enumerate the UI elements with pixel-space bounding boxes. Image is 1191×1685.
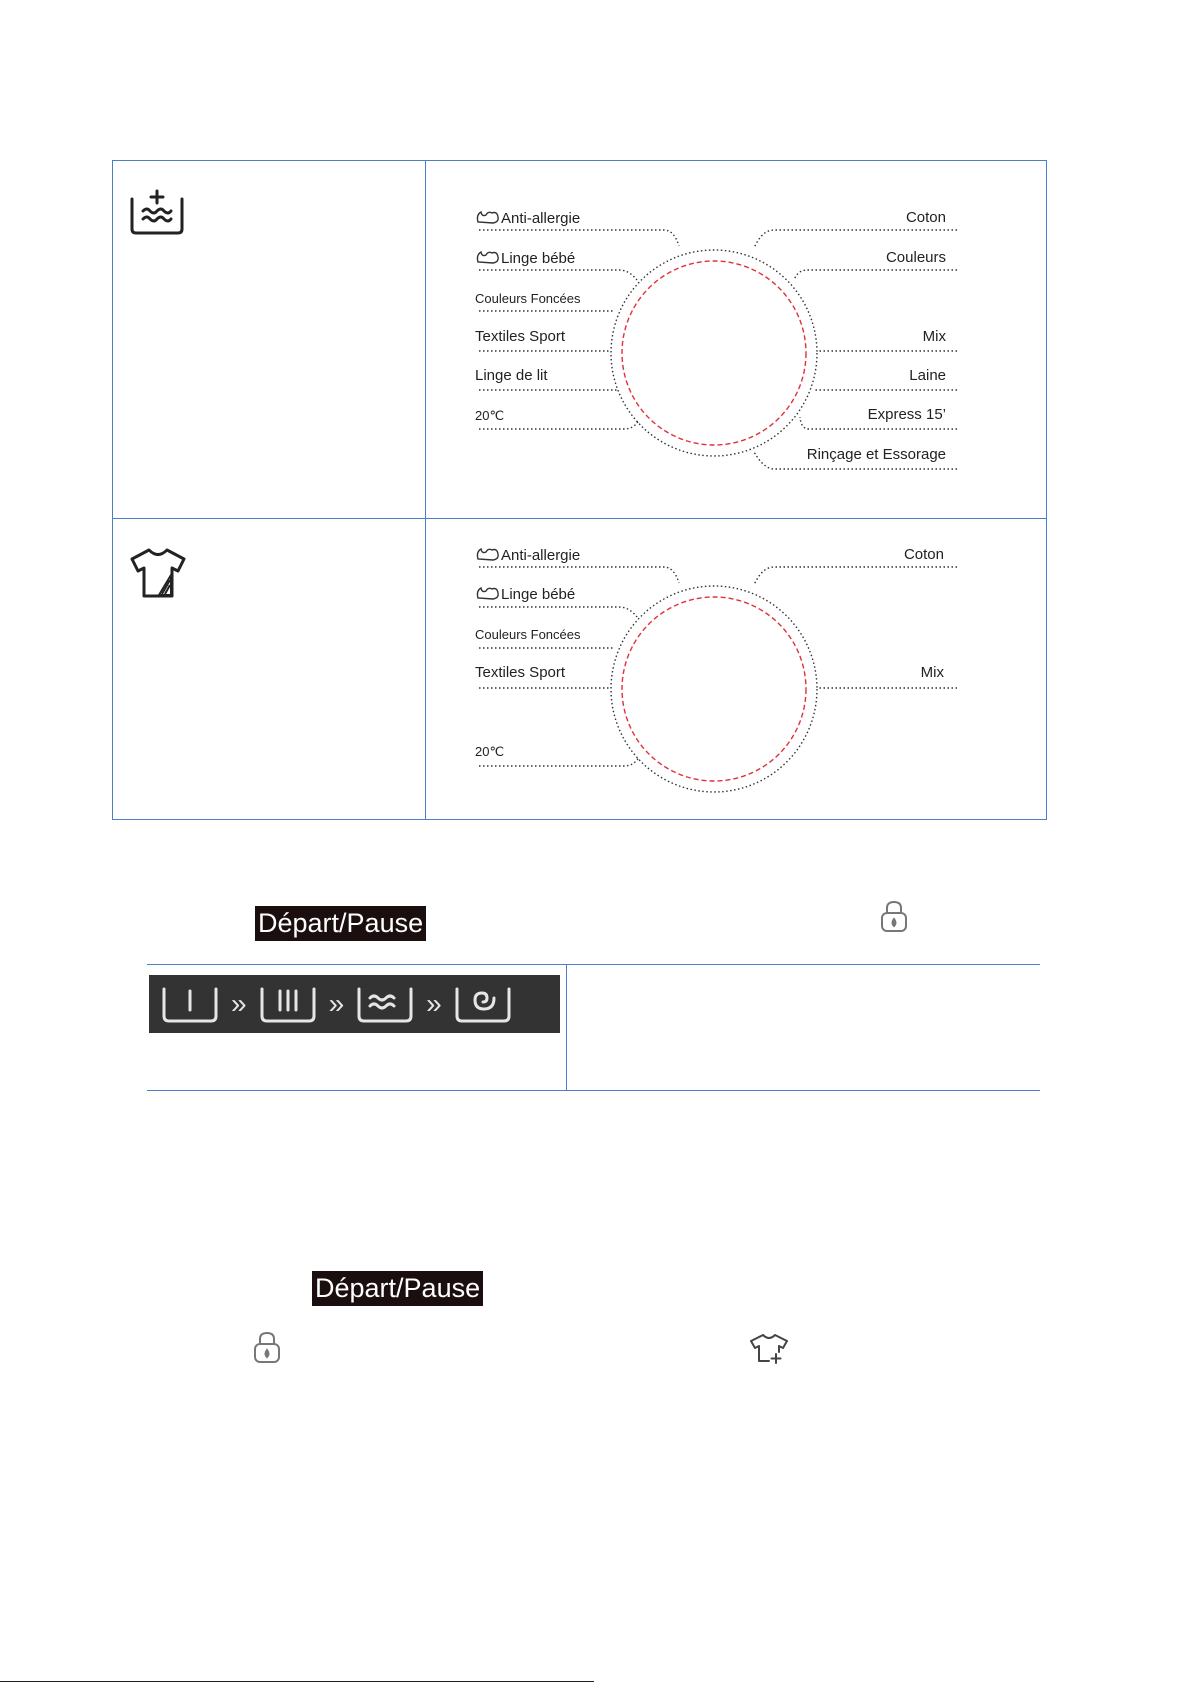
cycle-separator: »	[328, 988, 345, 1019]
dial1-label-mix: Mix	[922, 328, 946, 345]
allergen-icon	[475, 546, 501, 562]
child-lock-icon	[879, 899, 909, 933]
dial1-label-rincage: Rinçage et Essorage	[806, 446, 946, 463]
rinse-icon	[356, 984, 414, 1024]
allergen-icon	[475, 585, 501, 601]
dial1-label-couleurs-foncees: Couleurs Foncées	[475, 291, 581, 306]
cycle-progress-strip	[149, 975, 560, 1033]
dial2-label-mix: Mix	[920, 664, 944, 681]
dial2-label-coton: Coton	[903, 546, 944, 563]
table-border-top	[147, 964, 1040, 965]
table-border-bottom	[147, 1090, 1040, 1091]
dial1-label-laine: Laine	[909, 367, 946, 384]
cycle-separator: »	[426, 988, 442, 1019]
dial2-label-textiles-sport: Textiles Sport	[475, 664, 566, 681]
dial1-label-couleurs: Couleurs	[885, 249, 946, 266]
add-garment-icon	[749, 1332, 791, 1364]
prewash-plus-icon	[129, 189, 187, 235]
start-pause-button[interactable]: Départ/Pause	[255, 906, 426, 941]
dial1-label-express: Express 15’	[867, 406, 946, 423]
dial2-label-anti-allergie: Anti-allergie	[475, 546, 580, 564]
dial2-label-linge-bebe: Linge bébé	[475, 585, 575, 603]
wash-icon	[161, 984, 219, 1024]
start-pause-button-2[interactable]: Départ/Pause	[312, 1271, 483, 1306]
table-row-divider	[113, 518, 1046, 519]
dial2-label-20c: 20℃	[475, 744, 505, 759]
child-lock-icon-2	[252, 1330, 282, 1364]
spin-icon	[454, 984, 512, 1024]
cycle-indicator-table	[147, 964, 1040, 1091]
dial1-label-linge-bebe: Linge bébé	[475, 249, 575, 267]
allergen-icon	[475, 209, 501, 225]
dial1-label-20c: 20℃	[475, 408, 505, 423]
footnote-separator	[0, 1681, 594, 1682]
table-column-divider	[566, 964, 567, 1091]
dial1-label-coton: Coton	[905, 209, 946, 226]
dial1-label-anti-allergie: Anti-allergie	[475, 209, 580, 227]
dial2-label-couleurs-foncees: Couleurs Foncées	[475, 627, 581, 642]
main-wash-icon	[259, 984, 317, 1024]
dial1-label-textiles-sport: Textiles Sport	[475, 328, 566, 345]
dial1-label-linge-de-lit: Linge de lit	[475, 367, 548, 384]
tshirt-stain-icon	[129, 547, 187, 599]
allergen-icon	[475, 249, 501, 265]
cycle-separator: »	[231, 988, 247, 1019]
